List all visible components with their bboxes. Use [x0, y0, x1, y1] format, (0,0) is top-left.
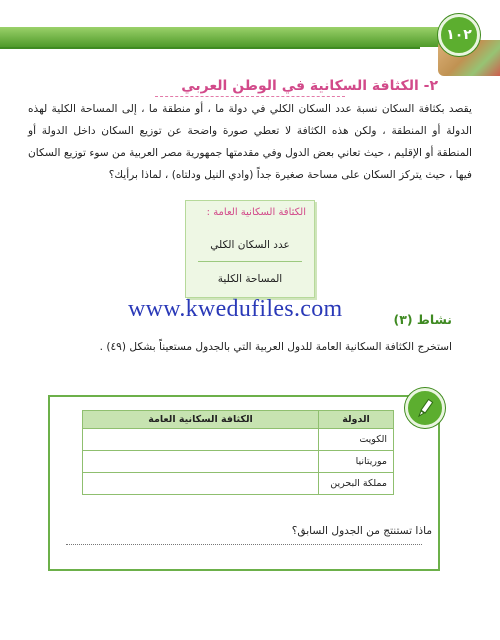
formula-box — [185, 200, 315, 298]
table-row — [83, 451, 394, 473]
country-cell: موريتانيا — [319, 451, 394, 473]
table-row — [83, 473, 394, 495]
pencil-icon — [405, 388, 445, 428]
answer-line[interactable] — [66, 544, 422, 545]
title-underline — [155, 96, 345, 97]
fraction-line — [198, 261, 302, 262]
activity-title: نشاط (٣) — [393, 312, 452, 327]
density-cell[interactable] — [83, 473, 319, 495]
formula-label: الكثافة السكانية العامة : — [206, 207, 306, 218]
page-number-badge: ١٠٢ — [438, 14, 480, 56]
density-cell[interactable] — [83, 451, 319, 473]
column-header-density: الكثافة السكانية العامة — [83, 411, 319, 429]
section-title: ٢- الكثافة السكانية في الوطن العربي — [181, 78, 438, 94]
column-header-country: الدولة — [319, 411, 394, 429]
intro-paragraph: يقصد بكثافة السكان نسبة عدد السكان الكلي في دولة ما ، أو منطقة ما ، إلى المساحة الكلية لهذه الدولة أو المنطقة ، ولكن هذه الكثافة لا تعطي صورة واضحة عن توزيع السكان داخل الدولة أو المنطقة أو الإقليم ، حيث تعاني بعض الدول وفي مقدمتها جمهورية مصر العربية من سوء توزيع السكان فيها ، حيث يتركز السكان على مساحة صغيرة جداً (وادي النيل ودلتاه) ، لماذا برأيك؟ — [28, 103, 472, 181]
country-cell: مملكة البحرين — [319, 473, 394, 495]
country-cell: الكويت — [319, 429, 394, 451]
table-row — [83, 429, 394, 451]
table-header-row — [83, 411, 394, 429]
density-table — [82, 410, 394, 495]
formula-denominator: المساحة الكلية — [217, 273, 283, 285]
density-cell[interactable] — [83, 429, 319, 451]
activity-instruction: استخرج الكثافة السكانية العامة للدول العربية التي بالجدول مستعيناً بشكل (٤٩) . — [99, 341, 452, 353]
header-bar — [0, 27, 445, 47]
formula-numerator: عدد السكان الكلي — [210, 239, 290, 251]
watermark: www.kwedufiles.com — [128, 296, 343, 322]
question-text: ماذا تستنتج من الجدول السابق؟ — [291, 525, 432, 537]
header-divider — [0, 47, 420, 49]
